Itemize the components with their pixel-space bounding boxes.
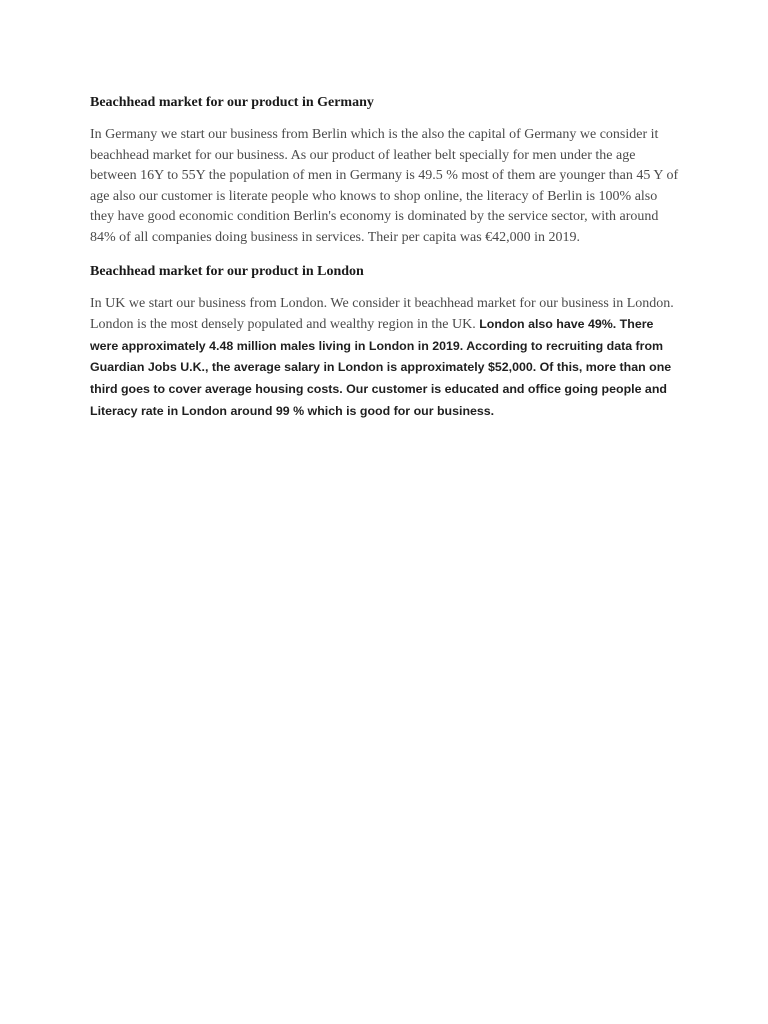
- document-body: [90, 94, 680, 436]
- london-section-paragraph: [90, 294, 680, 423]
- london-paragraph-bold-text: London also have 49%. There were approximately 4.48 million males living in London in 2019. According to recruiting data from Guardian Jobs U.K., the average salary in London is approximately $52,000. Of this, more than one third goes to cover average housing costs. Our customer is educated and office going people and Literacy rate in London around 99 % which is good for our business.: [90, 317, 672, 418]
- london-section-heading: Beachhead market for our product in London: [90, 263, 364, 279]
- germany-section-paragraph: In Germany we start our business from Berlin which is the also the capital of Germany we consider it beachhead market for our business. As our product of leather belt specially for men under the age between 16Y to 55Y the population of men in Germany is 49.5 % most of them are younger than 45 Y of age also our customer is literate people who knows to shop online, the literacy of Berlin is 100% also they have good economic condition Berlin's economy is dominated by the service sector, with around 84% of all companies doing business in services. Their per capita was €42,000 in 2019.: [90, 127, 679, 245]
- london-paragraph-intro: In UK we start our business from London. We consider it beachhead market for our business in London. London is the most densely populated and wealthy region in the UK.: [90, 295, 674, 333]
- germany-section-heading: Beachhead market for our product in Germany: [90, 95, 374, 110]
